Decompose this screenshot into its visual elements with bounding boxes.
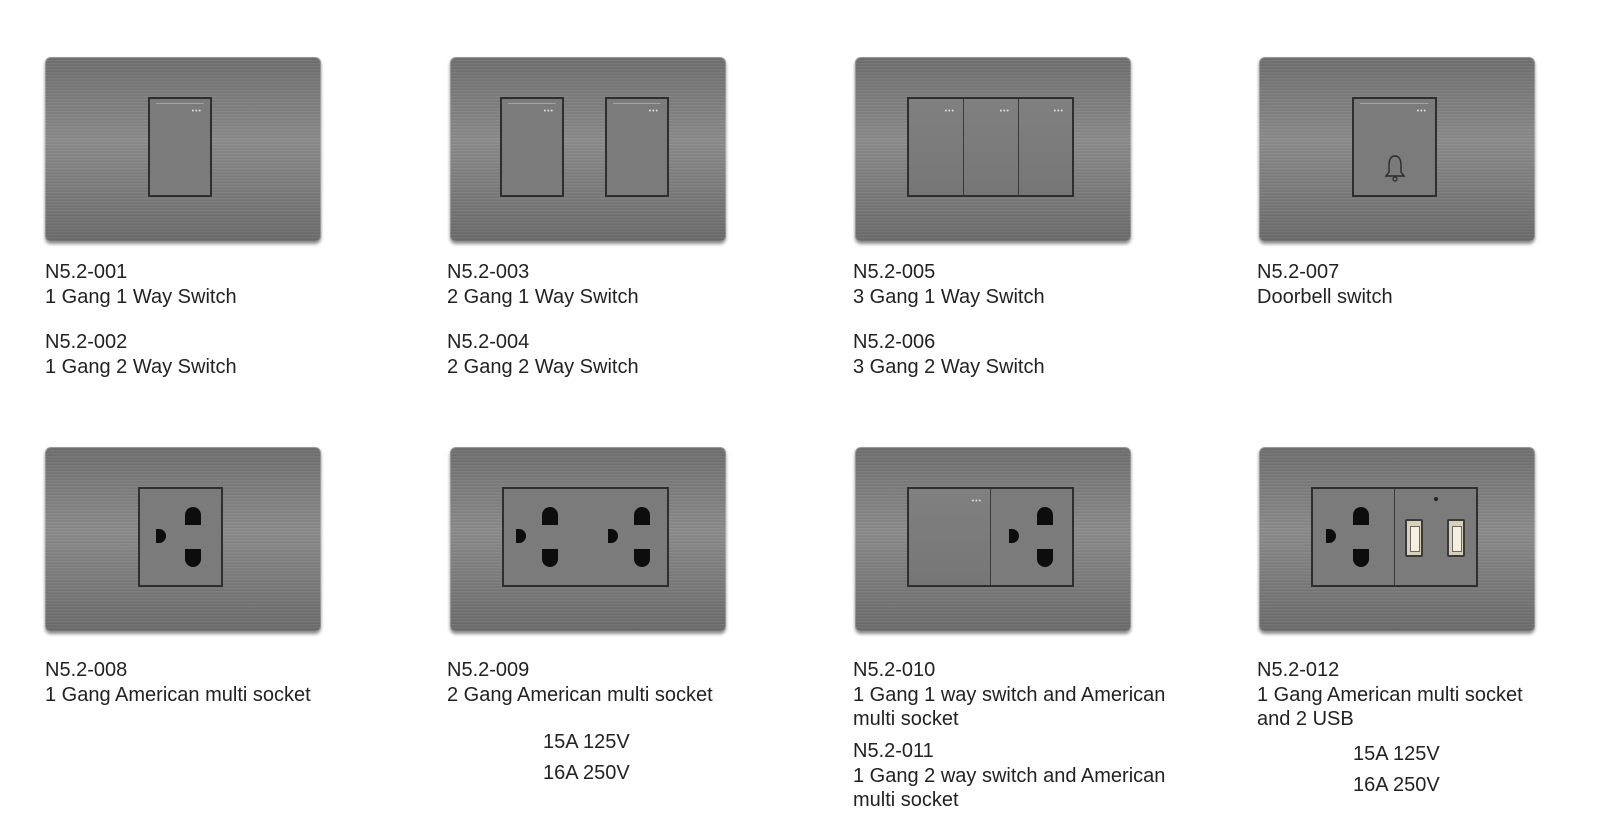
product-code: N5.2-011 bbox=[853, 740, 934, 762]
product-name: 2 Gang 2 Way Switch bbox=[447, 356, 639, 378]
socket-top-pin bbox=[1037, 507, 1053, 525]
product-name-line1: 1 Gang American multi socket bbox=[1257, 684, 1523, 706]
switch-socket-module bbox=[907, 487, 1074, 587]
product-name-line1: 1 Gang 2 way switch and American bbox=[853, 765, 1166, 787]
product-name: 1 Gang American multi socket bbox=[45, 684, 311, 706]
bell-icon bbox=[1384, 153, 1406, 183]
product-code: N5.2-008 bbox=[45, 659, 128, 681]
product-code: N5.2-002 bbox=[45, 331, 128, 353]
plate-n5-2-001 bbox=[45, 57, 321, 242]
plate-n5-2-010 bbox=[855, 447, 1131, 632]
socket-side-pin bbox=[1326, 529, 1336, 543]
product-code: N5.2-004 bbox=[447, 331, 530, 353]
rating-line: 16A 250V bbox=[1353, 774, 1440, 796]
rating-line: 15A 125V bbox=[543, 731, 630, 753]
rating-line: 15A 125V bbox=[1353, 743, 1440, 765]
socket-side-pin bbox=[1009, 529, 1019, 543]
product-code: N5.2-005 bbox=[853, 261, 936, 283]
switch-rocker bbox=[909, 489, 991, 585]
socket-side-pin bbox=[516, 529, 526, 543]
plate-n5-2-009 bbox=[450, 447, 726, 632]
socket-top-pin bbox=[1353, 507, 1369, 525]
socket-bottom-pin bbox=[185, 549, 201, 567]
product-name-line2: multi socket bbox=[853, 708, 959, 730]
product-name: Doorbell switch bbox=[1257, 286, 1393, 308]
product-name: 1 Gang 1 Way Switch bbox=[45, 286, 237, 308]
switch-module-triple bbox=[907, 97, 1074, 197]
product-name: 1 Gang 2 Way Switch bbox=[45, 356, 237, 378]
plate-n5-2-003 bbox=[450, 57, 726, 242]
indicator-dots-icon: ••• bbox=[971, 498, 982, 505]
socket-bottom-pin bbox=[1037, 549, 1053, 567]
indicator-dots-icon: ••• bbox=[1416, 108, 1427, 115]
product-name: 3 Gang 2 Way Switch bbox=[853, 356, 1045, 378]
double-socket-module bbox=[502, 487, 669, 587]
indicator-dots-icon: ••• bbox=[191, 108, 202, 115]
socket-bottom-pin bbox=[1353, 549, 1369, 567]
indicator-dots-icon: ••• bbox=[999, 108, 1010, 115]
product-name: 2 Gang American multi socket bbox=[447, 684, 713, 706]
switch-module-right bbox=[605, 97, 669, 197]
usb-port-icon bbox=[1405, 519, 1423, 557]
indicator-dots-icon: ••• bbox=[944, 108, 955, 115]
product-code: N5.2-012 bbox=[1257, 659, 1340, 681]
socket-side-pin bbox=[608, 529, 618, 543]
product-code: N5.2-001 bbox=[45, 261, 128, 283]
indicator-dots-icon: ••• bbox=[543, 108, 554, 115]
switch-module-left bbox=[500, 97, 564, 197]
plate-n5-2-005 bbox=[855, 57, 1131, 242]
plate-n5-2-008 bbox=[45, 447, 321, 632]
product-code: N5.2-010 bbox=[853, 659, 936, 681]
socket-bottom-pin bbox=[634, 549, 650, 567]
indicator-dots-icon: ••• bbox=[648, 108, 659, 115]
socket-module bbox=[138, 487, 223, 587]
rocker-3 bbox=[1019, 99, 1072, 195]
product-name-line2: multi socket bbox=[853, 789, 959, 811]
plate-n5-2-012 bbox=[1259, 447, 1535, 632]
product-name: 3 Gang 1 Way Switch bbox=[853, 286, 1045, 308]
product-code: N5.2-009 bbox=[447, 659, 530, 681]
product-code: N5.2-007 bbox=[1257, 261, 1340, 283]
rating-line: 16A 250V bbox=[543, 762, 630, 784]
socket-side-pin bbox=[156, 529, 166, 543]
product-name-line2: and 2 USB bbox=[1257, 708, 1354, 730]
rocker-2 bbox=[964, 99, 1019, 195]
product-name-line1: 1 Gang 1 way switch and American bbox=[853, 684, 1166, 706]
socket-top-pin bbox=[542, 507, 558, 525]
switch-module bbox=[148, 97, 212, 197]
socket-bottom-pin bbox=[542, 549, 558, 567]
rocker-1 bbox=[909, 99, 964, 195]
module-divider bbox=[1394, 489, 1395, 585]
product-code: N5.2-006 bbox=[853, 331, 936, 353]
indicator-dots-icon: ••• bbox=[1053, 108, 1064, 115]
plate-n5-2-007 bbox=[1259, 57, 1535, 242]
product-name: 2 Gang 1 Way Switch bbox=[447, 286, 639, 308]
socket-usb-module bbox=[1311, 487, 1478, 587]
socket-top-pin bbox=[185, 507, 201, 525]
usb-led-icon bbox=[1434, 497, 1438, 501]
product-code: N5.2-003 bbox=[447, 261, 530, 283]
usb-port-icon bbox=[1447, 519, 1465, 557]
doorbell-module bbox=[1352, 97, 1437, 197]
socket-top-pin bbox=[634, 507, 650, 525]
